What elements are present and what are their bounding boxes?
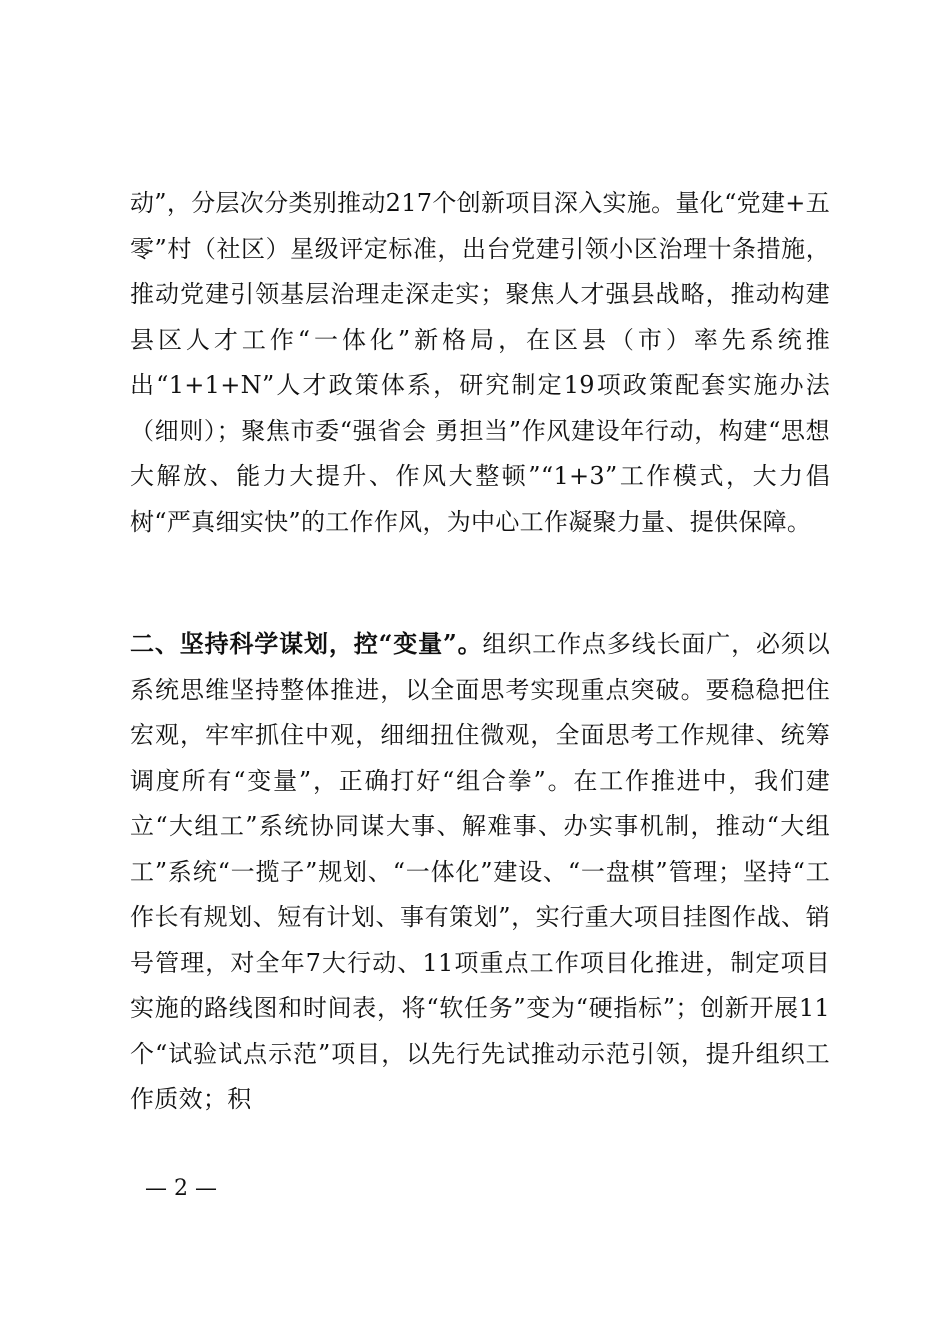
body-paragraph-1: 动”，分层次分类别推动217个创新项目深入实施。量化“党建+五零”村（社区）星级评定标准，出台党建引领小区治理十条措施，推动党建引领基层治理走深走实；聚焦人才强县战略，推动构建县区人才工作“一体化”新格局，在区县（市）率先系统推出“1+1+N”人才政策体系，研究制定19项政策配套实施办法（细则）；聚焦市委“强省会 勇担当”作风建设年行动，构建“思想大解放、能力大提升、作风大整顿”“1+3”工作模式，大力倡树“严真细实快”的工作作风，为中心工作凝聚力量、提供保障。 — [130, 189, 830, 536]
section-heading: 二、坚持科学谋划，控“变量”。 — [130, 629, 483, 658]
section-body-text: 组织工作点多线长面广，必须以系统思维坚持整体推进，以全面思考实现重点突破。要稳稳把住宏观，牢牢抓住中观，细细扭住微观，全面思考工作规律、统筹调度所有“变量”，正确打好“组合拳”。在工作推进中，我们建立“大组工”系统协同谋大事、解难事、办实事机制，推动“大组工”系统“一揽子”规划、“一体化”建设、“一盘棋”管理；坚持“工作长有规划、短有计划、事有策划”，实行重大项目挂图作战、销号管理，对全年7大行动、11项重点工作项目化推进，制定项目实施的路线图和时间表，将“软任务”变为“硬指标”；创新开展11个“试验试点示范”项目，以先行先试推动示范引领，提升组织工作质效；积 — [130, 630, 830, 1113]
body-paragraph-2 — [130, 621, 830, 1123]
page-number: — 2 — — [145, 1176, 217, 1201]
